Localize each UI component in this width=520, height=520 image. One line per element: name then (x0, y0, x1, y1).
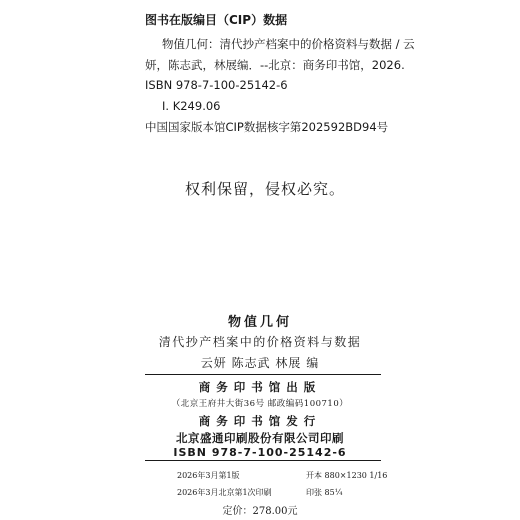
isbn: ISBN 978-7-100-25142-6 (173, 446, 347, 459)
cip-line-5: 中国国家版本馆CIP数据核字第202592BD94号 (145, 120, 389, 134)
publisher-address: （北京王府井大街36号 邮政编码100710） (171, 399, 349, 409)
divider-top (145, 374, 381, 375)
edition-info: 2026年3月第1版 (177, 471, 240, 480)
publisher-name: 商务印书馆出版 (198, 380, 322, 394)
book-title: 物值几何 (227, 315, 292, 330)
sheets-info: 印张 85¼ (306, 488, 343, 497)
printer: 北京盛通印刷股份有限公司印刷 (176, 431, 344, 445)
cip-line-1: 物值几何：清代抄产档案中的价格资料与数据 / 云 (162, 37, 415, 51)
book-subtitle: 清代抄产档案中的价格资料与数据 (158, 335, 362, 349)
divider-bottom (145, 460, 381, 461)
cip-line-3: ISBN 978-7-100-25142-6 (145, 78, 288, 92)
rights-statement: 权利保留，侵权必究。 (185, 180, 346, 198)
cip-title: 图书在版编目（CIP）数据 (145, 13, 288, 27)
format-info: 开本 880×1230 1/16 (306, 471, 388, 480)
cip-line-2: 妍，陈志武，林展编．--北京：商务印书馆，2026. (145, 58, 405, 72)
distributor: 商务印书馆发行 (198, 414, 322, 428)
cip-line-4: Ⅰ. K249.06 (162, 99, 221, 113)
price: 定价：278.00元 (222, 506, 298, 517)
printing-info: 2026年3月北京第1次印刷 (177, 488, 272, 497)
book-authors: 云妍 陈志武 林展 编 (200, 356, 320, 370)
